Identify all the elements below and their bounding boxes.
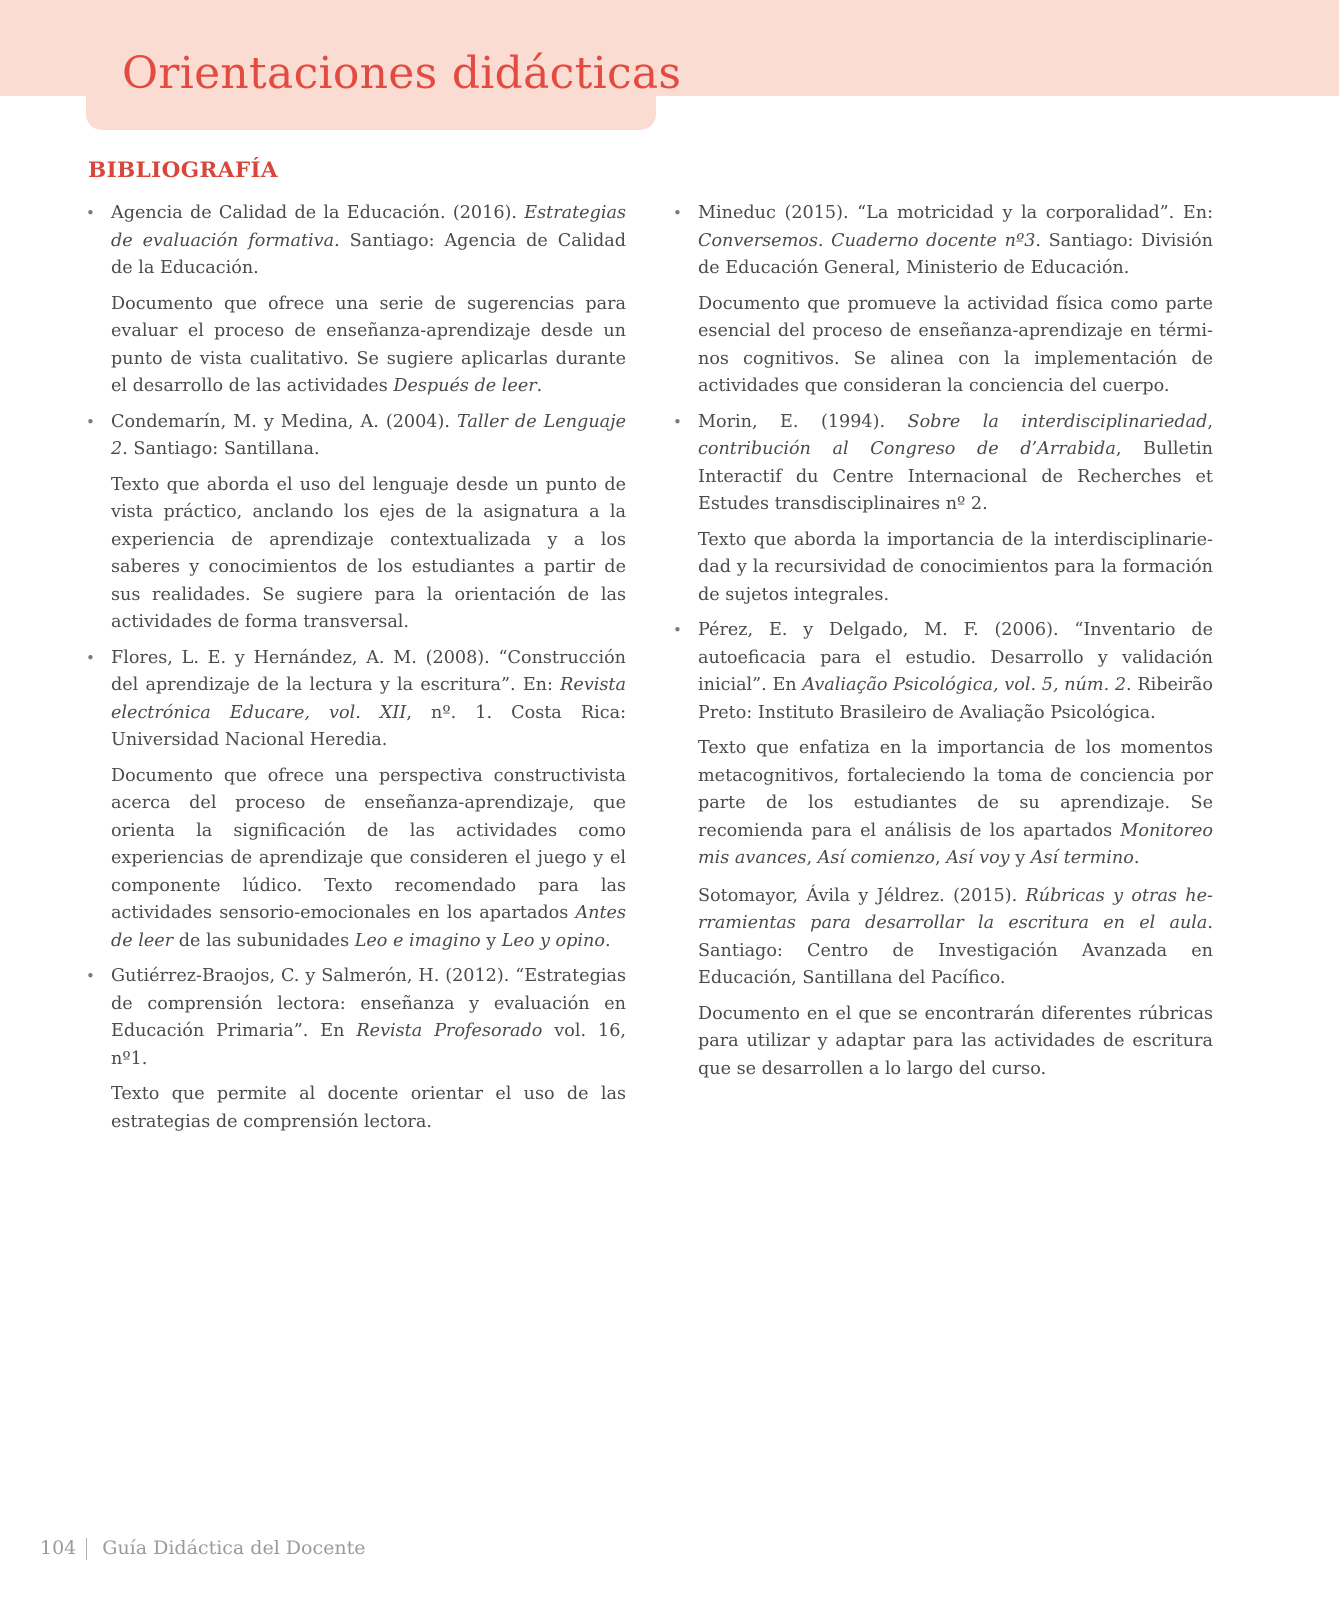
citation-description (111, 763, 626, 956)
text-segment: Documento que promueve la actividad física como parte esencial del proceso de enseñanza-aprendizaje en términos cognitivos. Se alinea con la implementación de actividades que consideran la conciencia del cuerpo. (698, 293, 1213, 396)
italic-title: Revista electrónica Educare, vol. XII (111, 675, 626, 723)
text-segment: . Santiago: Agencia de Calidad de la Educación. (111, 230, 626, 278)
bibliography-entry (673, 617, 1213, 873)
text-segment: Texto que permite al docente orientar el uso de las estrategias de comprensión lectora. (111, 1084, 626, 1132)
citation (111, 409, 626, 464)
bullet-icon: • (86, 204, 95, 222)
citation-description (698, 291, 1213, 401)
italic-title: Sobre la interdisciplinariedad (907, 411, 1208, 432)
italic-title: contribución al Congreso de d’Arrabida (698, 439, 1116, 459)
bullet-icon: • (673, 204, 682, 222)
italic-title: Monitoreo mis avances (698, 820, 1213, 868)
text-segment: . (604, 930, 611, 951)
text-segment: Pérez, E. y Delgado, M. F. (2006). “Inventario de autoeficacia para el estudio. Desarrollo y validación inicial”. En (698, 620, 1213, 695)
bibliography-entry (673, 883, 1213, 1084)
page-title: Orientaciones didácticas (122, 48, 682, 99)
text-segment: vol. 16, nº1. (111, 1021, 627, 1069)
bullet-icon: • (673, 621, 682, 639)
section-heading: BIBLIOGRAFÍA (88, 158, 279, 183)
text-segment: . (536, 376, 543, 396)
text-segment: . Santiago: División de Educación General, Ministerio de Educación. (698, 230, 1213, 278)
text-segment: Gutiérrez-Braojos, C. y Salmerón, H. (2012). “Estrategias de comprensión lectora: enseñanza y evaluación en Educación Primaria”. En (111, 966, 626, 1041)
text-segment: . Santiago: Santillana. (122, 439, 320, 459)
citation (698, 200, 1213, 283)
citation (698, 883, 1213, 993)
text-segment: y (1009, 848, 1031, 868)
italic-title: Conversemos. Cuaderno docente nº3 (698, 230, 1036, 251)
bibliography-entry (86, 409, 626, 637)
italic-title: Estrategias de evaluación formativa (111, 203, 626, 251)
italic-title: Rúbricas y otras herramientas para desarrollar la escritura en el aula (698, 885, 1213, 933)
text-segment: de las subunidades (173, 930, 355, 951)
bullet-icon: • (86, 648, 95, 667)
italic-title: Así voy (946, 848, 1010, 868)
text-segment: . Santiago: Centro de Investigación Avanzada en Educación, Santillana del Pacífico. (698, 913, 1213, 988)
text-segment: , Bulletin Interactif du Centre Internacional de Recherches et Estudes transdisciplinaires nº 2. (698, 439, 1213, 514)
text-segment: Flores, L. E. y Hernández, A. M. (2008). “Construcción del aprendizaje de la lectura y la escritura”. En: (111, 647, 626, 695)
citation-description (698, 527, 1213, 610)
text-segment: Morin, E. (1994). (698, 411, 908, 432)
citation-description (111, 1081, 626, 1136)
text-segment: Condemarín, M. y Medina, A. (2004). (111, 411, 457, 432)
text-segment: , (1207, 411, 1213, 432)
bullet-icon: • (86, 967, 95, 985)
citation-description (698, 1001, 1213, 1084)
citation (111, 645, 626, 755)
text-segment: Mineduc (2015). “La motricidad y la corporalidad”. En: (698, 203, 1213, 223)
italic-title: Después de leer (393, 376, 537, 396)
text-segment: Texto que aborda la importancia de la interdisciplinariedad y la recursividad de conocimientos para la formación de sujetos integrales. (698, 529, 1213, 605)
bibliography-entry (86, 963, 626, 1136)
text-segment: Documento en el que se encontrarán diferentes rúbricas para utilizar y adaptar para las actividades de escritura que se desarrollen a lo largo del curso. (698, 1003, 1213, 1079)
bibliography-column-right (673, 200, 1213, 1091)
text-segment: Texto que aborda el uso del lenguaje desde un punto de vista práctico, anclando los ejes de la asignatura a la experiencia de aprendizaje contextualizada y a los saberes y conocimientos de los estudiantes a partir de sus realidades. Se sugiere para la orientación de las actividades de forma transversal. (111, 474, 626, 632)
citation (698, 617, 1213, 727)
citation (698, 409, 1213, 519)
italic-title: Leo e imagino (354, 930, 481, 951)
text-segment: , nº. 1. Costa Rica: Universidad Nacional Heredia. (111, 702, 627, 750)
italic-title: Revista Profesorado (356, 1021, 543, 1041)
citation-description (698, 735, 1213, 873)
text-segment: Sotomayor, Ávila y Jéldrez. (2015). (698, 885, 1026, 906)
citation (111, 200, 626, 283)
text-segment: y (480, 930, 502, 951)
page-footer (40, 1537, 365, 1560)
text-segment: , (806, 848, 818, 868)
bibliography-entry (673, 409, 1213, 610)
bibliography-entry (86, 200, 626, 401)
italic-title: Taller de Lenguaje 2 (111, 411, 627, 459)
bibliography-entry (673, 200, 1213, 401)
text-segment: Documento que ofrece una perspectiva constructivista acerca del proceso de enseñanza-aprendizaje, que orienta la significación de las actividades como experiencias de aprendizaje que consideren el juego y el componente lúdico. Texto recomendado para las actividades sensorio-emocionales en los apartados (111, 765, 626, 923)
italic-title: Así comienzo (817, 848, 935, 868)
text-segment: . (1133, 848, 1140, 868)
italic-title: Avaliação Psicológica, vol. 5, núm. 2 (802, 675, 1127, 695)
italic-title: Así termino (1030, 848, 1134, 868)
bullet-icon: • (673, 412, 682, 431)
italic-title: Antes de leer (111, 903, 626, 951)
text-segment: Agencia de Calidad de la Educación. (2016). (111, 203, 525, 223)
bibliography-entry (86, 645, 626, 956)
text-segment: Texto que enfatiza en la importancia de los momentos metacognitivos, fortaleciendo la toma de conciencia por parte de los estudiantes de su aprendizaje. Se recomienda para el análisis de los apartados (698, 738, 1213, 841)
book-title: Guía Didáctica del Docente (102, 1537, 366, 1559)
citation (111, 963, 626, 1073)
bibliography-column-left (86, 200, 626, 1144)
text-segment: Documento que ofrece una serie de sugerencias para evaluar el proceso de enseñanza-aprendizaje desde un punto de vista cualitativo. Se sugiere aplicarlas durante el desarrollo de las actividades (111, 293, 626, 396)
text-segment: . Ribeirão Preto: Instituto Brasileiro de Avaliação Psicológica. (698, 675, 1213, 723)
text-segment: , (935, 848, 947, 868)
bullet-icon: • (86, 412, 95, 431)
citation-description (111, 472, 626, 637)
page-number: 104 (40, 1537, 77, 1559)
citation-description (111, 291, 626, 401)
italic-title: Leo y opino (501, 930, 605, 951)
footer-divider (86, 1538, 87, 1560)
